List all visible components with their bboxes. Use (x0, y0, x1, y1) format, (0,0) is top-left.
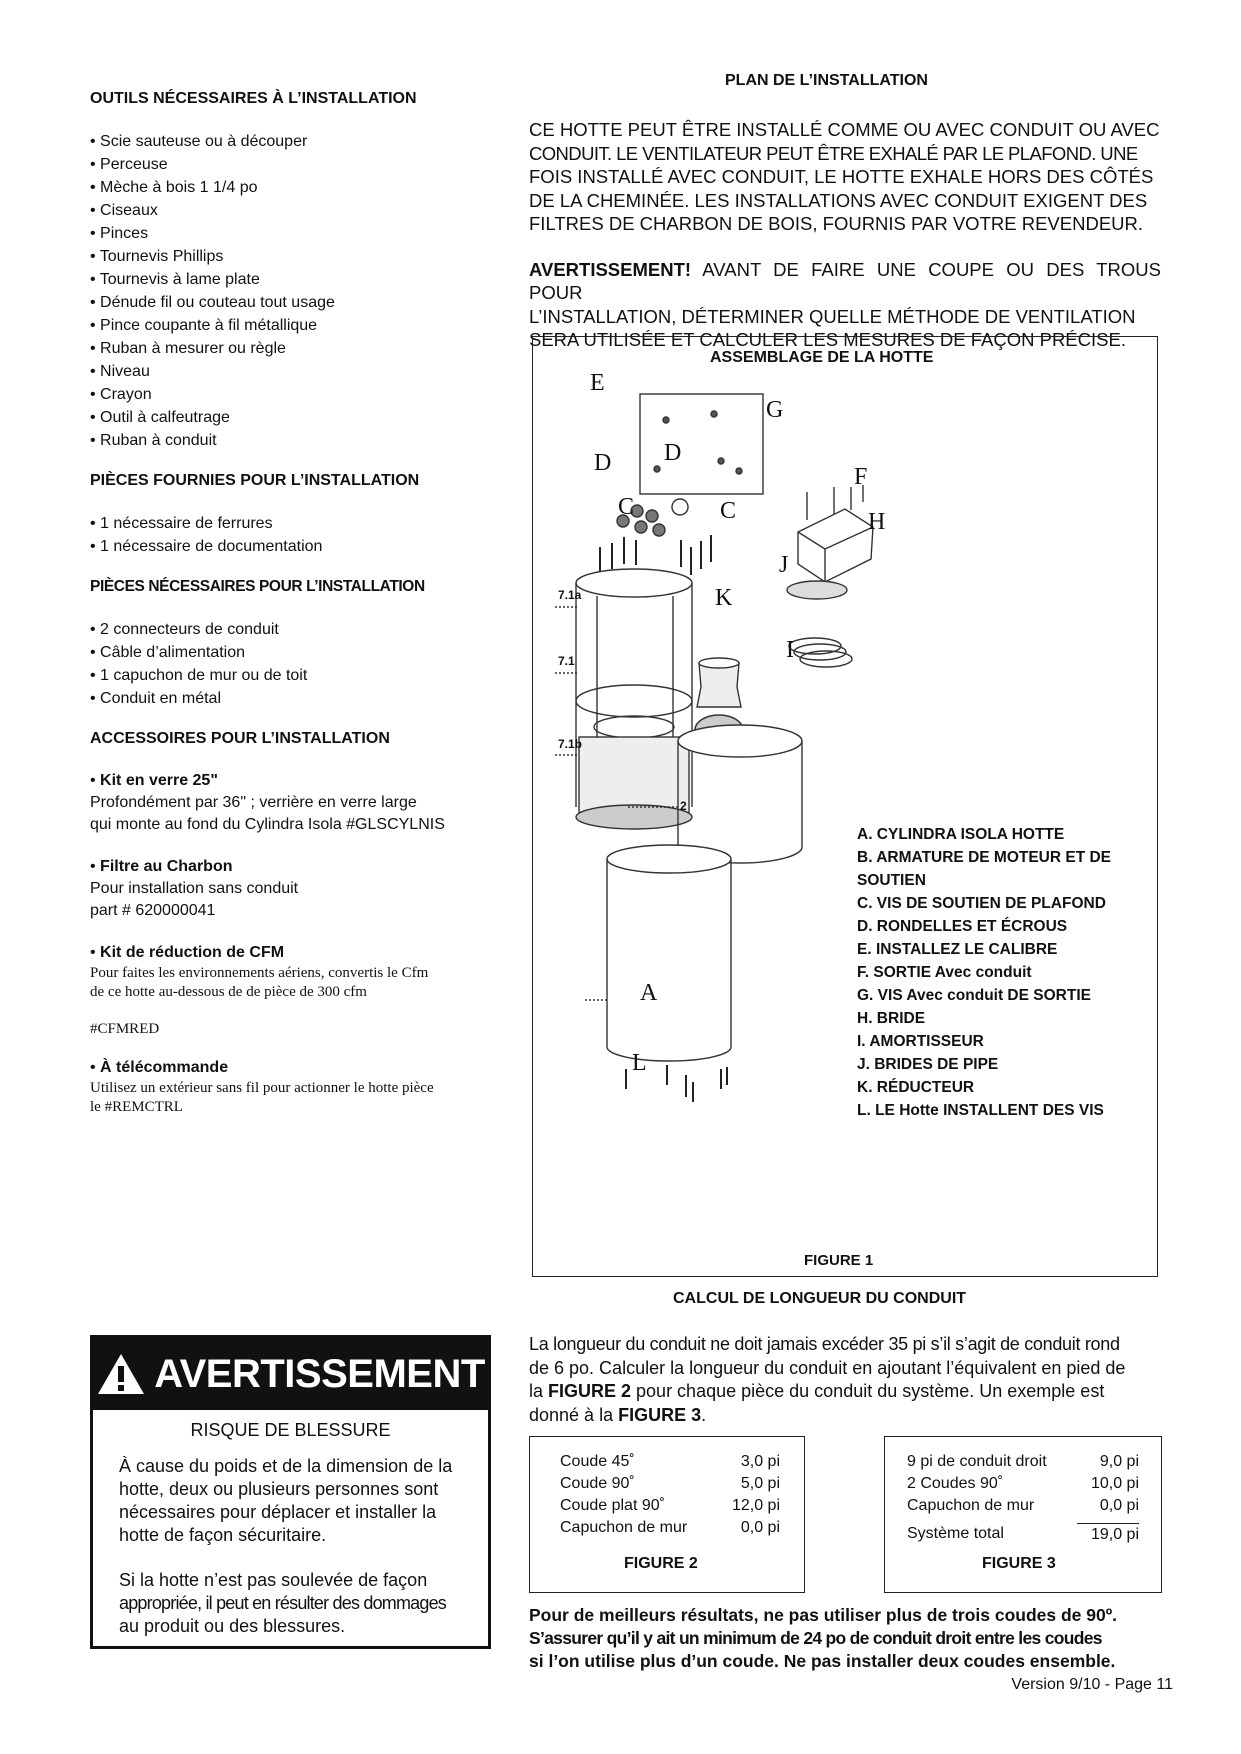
label-e: E (590, 370, 605, 396)
table-row: 2 Coudes 90˚ 10,0 pi (907, 1475, 1139, 1492)
figure-2-caption: FIGURE 2 (624, 1555, 698, 1572)
cfm-kit-title: Kit de réduction de CFM (100, 944, 285, 961)
list-item: • Mèche à bois 1 1/4 po (90, 176, 510, 199)
list-item: • 1 nécessaire de ferrures (90, 512, 510, 535)
list-item: • Dénude fil ou couteau tout usage (90, 291, 510, 314)
supplied-heading: PIÈCES FOURNIES POUR L’INSTALLATION (90, 472, 420, 489)
ref-7-1a: 7.1a (558, 588, 582, 602)
label-c: C (720, 498, 737, 524)
cfm-kit-line: Pour faites les environnements aériens, convertis le Cfm (90, 965, 429, 981)
legend-item: J. BRIDES DE PIPE (857, 1056, 999, 1073)
figure-1-caption: FIGURE 1 (804, 1252, 874, 1269)
remote-line: Utilisez un extérieur sans fil pour actionner le hotte pièce (90, 1080, 434, 1096)
list-item: • Conduit en métal (90, 687, 510, 710)
label-c: C (618, 494, 635, 520)
hood-body (607, 845, 731, 1061)
legend-item: E. INSTALLEZ LE CALIBRE (857, 941, 1058, 958)
label-i: I (786, 637, 794, 663)
glass-kit-line: qui monte au fond du Cylindra Isola #GLSCYLNIS (90, 816, 445, 833)
warning-header (93, 1338, 488, 1410)
table-row: Capuchon de mur 0,0 pi (560, 1519, 780, 1536)
duct-outlet (798, 509, 873, 582)
legend-item: SOUTIEN (857, 872, 926, 889)
filter-title: Filtre au Charbon (100, 858, 233, 875)
label-d: D (594, 450, 612, 476)
required-heading: PIÈCES NÉCESSAIRES POUR L’INSTALLATION (90, 578, 425, 595)
legend-item: G. VIS Avec conduit DE SORTIE (857, 987, 1091, 1004)
label-g: G (766, 397, 784, 423)
legend-item: F. SORTIE Avec conduit (857, 964, 1032, 981)
table-row: Capuchon de mur 0,0 pi (907, 1497, 1139, 1514)
upper-chimney (678, 725, 802, 863)
parts-legend (857, 823, 1111, 1122)
warning-title: AVERTISSEMENT (154, 1351, 485, 1396)
table-row: Coude 45˚ 3,0 pi (560, 1453, 780, 1470)
list-item: • Perceuse (90, 153, 510, 176)
label-f: F (854, 464, 868, 490)
label-k: K (715, 585, 733, 611)
filter-line: Pour installation sans conduit (90, 880, 299, 897)
label-a: A (640, 980, 658, 1006)
list-item: • Pince coupante à fil métallique (90, 314, 510, 337)
motor-frame (576, 569, 692, 829)
list-item: • Crayon (90, 383, 510, 406)
list-item: • 1 capuchon de mur ou de toit (90, 664, 510, 687)
cfm-kit-code: #CFMRED (90, 1021, 160, 1037)
list-item: • Ruban à mesurer ou règle (90, 337, 510, 360)
supplied-list (90, 512, 510, 558)
ref-7-1: 7.1 (558, 654, 575, 668)
table-total-row: Système total 19,0 pi (907, 1523, 1139, 1546)
list-item: • Niveau (90, 360, 510, 383)
accessories-heading: ACCESSOIRES POUR L’INSTALLATION (90, 730, 390, 747)
plan-heading: PLAN DE L’INSTALLATION (725, 72, 928, 89)
list-item: • 2 connecteurs de conduit (90, 618, 510, 641)
remote-title: À télécommande (100, 1059, 229, 1076)
list-item: • Pinces (90, 222, 510, 245)
legend-item: A. CYLINDRA ISOLA HOTTE (857, 826, 1065, 843)
plan-text: CE HOTTE PEUT ÊTRE INSTALLÉ COMME OU AVEC CONDUIT OU AVEC CONDUIT. LE VENTILATEUR PEUT ÊTRE EXHALÉ PAR LE PLAFOND. UNE FOIS INSTALLÉ AVEC CONDUIT, LE HOTTE EXHALE HORS DES CÔTÉS DE LA CHEMINÉE. LES INSTALLATIONS AVEC CONDUIT EXIGENT DES FILTRES DE CHARBON DE BOIS, FOURNIS PAR VOTRE REVENDEUR. AVERTISSEMENT! AVANT DE FAIRE UNE COUPE OU DES TROUS POUR L’INSTALLATION, DÉTERMINER QUELLE MÉTHODE DE VENTILATION SERA UTILISÉE ET CALCULER LES MESURES DE FAÇON PRÉCISE. (529, 119, 1161, 350)
tools-list (90, 130, 510, 452)
warning-triangle-icon (96, 1352, 146, 1396)
figure-3-table (884, 1436, 1162, 1593)
legend-item: H. BRIDE (857, 1010, 926, 1027)
mounting-template (640, 394, 763, 494)
legend-item: K. RÉDUCTEUR (857, 1079, 975, 1096)
label-j: J (779, 552, 789, 578)
calc-heading: CALCUL DE LONGUEUR DU CONDUIT (673, 1290, 967, 1307)
best-results-note: Pour de meilleurs résultats, ne pas utiliser plus de trois coudes de 90º. S’assurer qu’il y ait un minimum de 24 po de conduit droit entre les coudes si l’on utilise plus d’un coude. Ne pas installer deux coudes ensemble. (529, 1605, 1117, 1671)
reducer (697, 663, 741, 707)
figure-1-box (532, 336, 1158, 1277)
filter-line: part # 620000041 (90, 902, 216, 919)
table-row: Coude plat 90˚ 12,0 pi (560, 1497, 780, 1514)
ref-2: 2 (680, 799, 687, 813)
cfm-kit-line: de ce hotte au-dessous de de pièce de 300 cfm (90, 984, 367, 1000)
label-h: H (868, 509, 886, 535)
calc-text: La longueur du conduit ne doit jamais excéder 35 pi s’il s’agit de conduit rond de 6 po. Calculer la longueur du conduit en ajoutant l’équivalent en pied de la FIGURE 2 pour chaque pièce du conduit du système. Un exemple est donné à la FIGURE 3. (529, 1334, 1126, 1425)
warning-box (90, 1335, 491, 1649)
warning-subtitle: RISQUE DE BLESSURE (190, 1420, 391, 1440)
table-row: Coude 90˚ 5,0 pi (560, 1475, 780, 1492)
figure-2-table (529, 1436, 805, 1593)
required-list (90, 618, 510, 710)
legend-item: C. VIS DE SOUTIEN DE PLAFOND (857, 895, 1106, 912)
list-item: • Outil à calfeutrage (90, 406, 510, 429)
list-item: • Câble d’alimentation (90, 641, 510, 664)
list-item: • Ruban à conduit (90, 429, 510, 452)
table-row: 9 pi de conduit droit 9,0 pi (907, 1453, 1139, 1470)
list-item: • Scie sauteuse ou à découper (90, 130, 510, 153)
list-item: • Ciseaux (90, 199, 510, 222)
page-footer: Version 9/10 - Page 11 (1011, 1676, 1173, 1693)
label-d: D (664, 440, 682, 466)
legend-item: I. AMORTISSEUR (857, 1033, 984, 1050)
list-item: • Tournevis Phillips (90, 245, 510, 268)
remote-line: le #REMCTRL (90, 1099, 183, 1115)
list-item: • 1 nécessaire de documentation (90, 535, 510, 558)
ref-7-1b: 7.1b (558, 737, 583, 751)
legend-item: B. ARMATURE DE MOTEUR ET DE (857, 849, 1112, 866)
legend-item: L. LE Hotte INSTALLENT DES VIS (857, 1102, 1104, 1119)
glass-kit-line: Profondément par 36" ; verrière en verre large (90, 794, 417, 811)
figure-1-title: ASSEMBLAGE DE LA HOTTE (710, 349, 934, 366)
label-l: L (632, 1050, 647, 1076)
warning-text: À cause du poids et de la dimension de la hotte, deux ou plusieurs personnes sont nécessaires pour déplacer et installer la hotte de façon sécuritaire. Si la hotte n’est pas soulevée de façon appropriée, il peut en résulter des dommages au produit ou des blessures. (119, 1456, 453, 1636)
left-column: OUTILS NÉCESSAIRES À L’INSTALLATION • Scie sauteuse ou à découper • Perceuse • Mèche à bois 1 1/4 po • Ciseaux • Pinces • Tournevis Phillips • Tournevis à lame plate • Dénude fil ou couteau tout usage • Pince coupante à fil métallique • Ruban à mesurer ou règle • Niveau • Crayon • Outil à calfeutrage • Ruban à conduit PIÈCES FOURNIES POUR L’INSTALLATION • 1 nécessaire de ferrures • 1 nécessaire de documentation PIÈCES NÉCESSAIRES POUR L’INSTALLATION • 2 connecteurs de conduit • Câble d’alimentation • 1 capuchon de mur ou de toit • Conduit en métal ACCESSOIRES POUR L’INSTALLATION • Kit en verre 25" Profondément par 36" ; verrière en verre large qui monte au fond du Cylindra Isola #GLSCYLNIS • Filtre au Charbon Pour installation sans conduit part # 620000041 • Kit de réduction de CFM Pour faites les environnements aériens, convertis le Cfm de ce hotte au-dessous de de pièce de 300 cfm #CFMRED • À télécommande Utilisez un extérieur sans fil pour actionner le hotte pièce le #REMCTRL (90, 90, 510, 1117)
list-item: • Tournevis à lame plate (90, 268, 510, 291)
glass-kit-title: Kit en verre 25" (100, 772, 218, 789)
tools-heading: OUTILS NÉCESSAIRES À L’INSTALLATION (90, 90, 417, 107)
flange (787, 581, 847, 599)
hood-assembly-diagram (533, 337, 1157, 1276)
figure-3-caption: FIGURE 3 (982, 1555, 1056, 1572)
legend-item: D. RONDELLES ET ÉCROUS (857, 918, 1068, 935)
